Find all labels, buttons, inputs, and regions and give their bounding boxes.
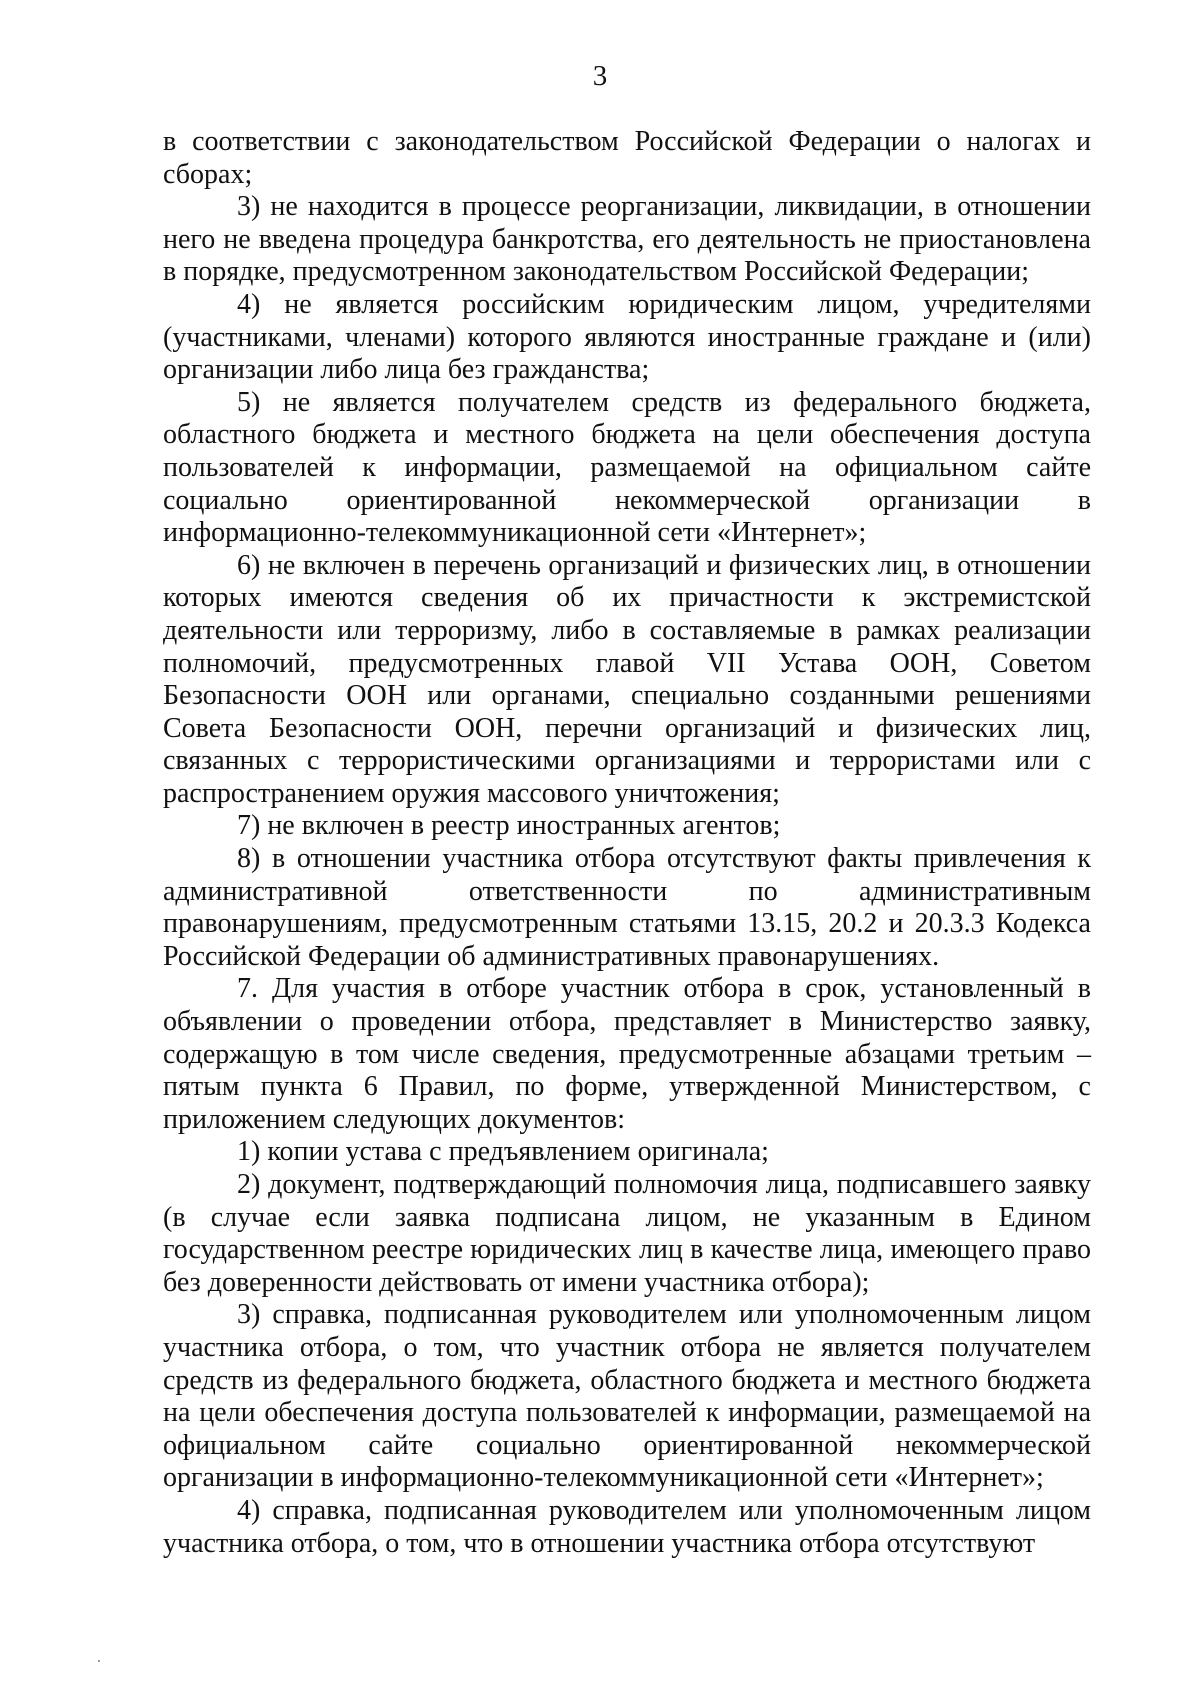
paragraph-item-6: 6) не включен в перечень организаций и физических лиц, в отношении которых имеются сведения об их причастности к экстремистской деятельности или терроризму, либо в составляемые в рамках реализации полномочий, предусмотренных главой VII Устава ООН, Советом Безопасности ООН или органами, специально созданными решениями Совета Безопасности ООН, перечни организаций и физических лиц, связанных с террористическими организациями и террористами или с распространением оружия массового уничтожения; — [163, 549, 1091, 809]
paragraph-item-4: 4) не является российским юридическим лицом, учредителями (участниками, членами) которого являются иностранные граждане и (или) организации либо лица без гражданства; — [163, 288, 1091, 386]
paragraph-item-7: 7) не включен в реестр иностранных агентов; — [237, 810, 781, 842]
document-body — [163, 126, 1091, 1560]
paragraph-doc-1: 1) копии устава с предъявлением оригинала; — [237, 1136, 769, 1168]
paragraph-item-3: 3) не находится в процессе реорганизации, ликвидации, в отношении него не введена процедура банкротства, его деятельность не приостановлена в порядке, предусмотренном законодательством Российской Федерации; — [163, 191, 1091, 288]
paragraph-section-7: 7. Для участия в отборе участник отбора в срок, установленный в объявлении о проведении отбора, представляет в Министерство заявку, содержащую в том числе сведения, предусмотренные абзацами третьим – пятым пункта 6 Правил, по форме, утвержденной Министерством, с приложением следующих документов: — [163, 973, 1091, 1135]
page-number: 3 — [592, 60, 608, 92]
paragraph-continuation: в соответствии с законодательством Российской Федерации о налогах и сборах; — [163, 126, 1091, 190]
paragraph-doc-4: 4) справка, подписанная руководителем или уполномоченным лицом участника отбора, о том, что в отношении участника отбора отсутствуют — [163, 1494, 1091, 1559]
paragraph-doc-2: 2) документ, подтверждающий полномочия лица, подписавшего заявку (в случае если заявка подписана лицом, не указанным в Едином государственном реестре юридических лиц в качестве лица, имеющего право без доверенности действовать от имени участника отбора); — [163, 1169, 1091, 1298]
paragraph-item-8: 8) в отношении участника отбора отсутствуют факты привлечения к административной ответственности по административным правонарушениям, предусмотренным статьями 13.15, 20.2 и 20.3.3 Кодекса Российской Федерации об административных правонарушениях. — [163, 843, 1091, 972]
paragraph-doc-3: 3) справка, подписанная руководителем или уполномоченным лицом участника отбора, о том, что участник отбора не является получателем средств из федерального бюджета, областного бюджета и местного бюджета на цели обеспечения доступа пользователей к информации, размещаемой на официальном сайте социально ориентированной некоммерческой организации в информационно-телекоммуникационной сети «Интернет»; — [163, 1299, 1091, 1494]
paragraph-item-5: 5) не является получателем средств из федерального бюджета, областного бюджета и местного бюджета на цели обеспечения доступа пользователей к информации, размещаемой на официальном сайте социально ориентированной некоммерческой организации в информационно-телекоммуникационной сети «Интернет»; — [163, 386, 1091, 549]
scan-speck — [98, 1660, 100, 1662]
